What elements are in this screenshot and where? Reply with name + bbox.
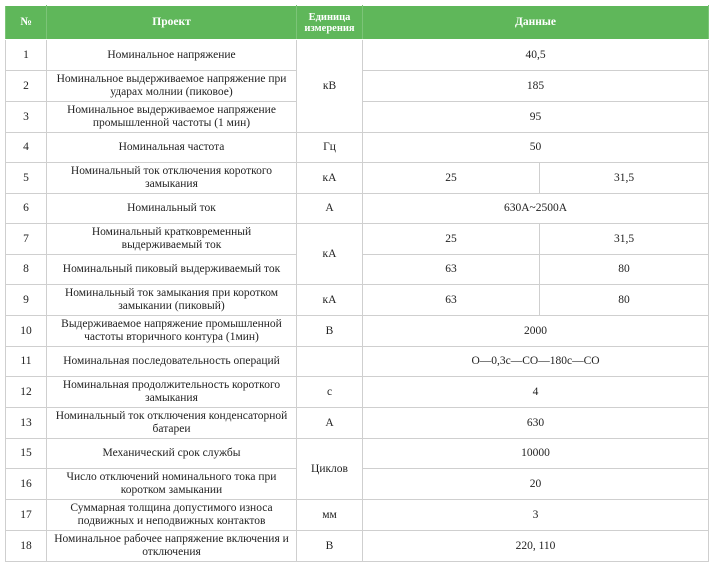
row-name: Номинальное выдерживаемое напряжение промышленной частоты (1 мин): [47, 102, 297, 133]
row-unit: [297, 347, 363, 377]
row-value: 40,5: [363, 40, 709, 71]
row-number: 4: [6, 133, 47, 163]
row-value: 95: [363, 102, 709, 133]
row-name: Номинальное напряжение: [47, 40, 297, 71]
row-name: Выдерживаемое напряжение промышленной частоты вторичного контура (1мин): [47, 316, 297, 347]
row-value: 2000: [363, 316, 709, 347]
row-value-b: 80: [540, 255, 709, 285]
row-number: 2: [6, 71, 47, 102]
row-value-b: 80: [540, 285, 709, 316]
table-row: [6, 408, 709, 439]
row-name: Номинальная продолжительность короткого замыкания: [47, 377, 297, 408]
table-row: [6, 500, 709, 531]
row-value: 630А~2500А: [363, 194, 709, 224]
row-unit: с: [297, 377, 363, 408]
row-name: Номинальное рабочее напряжение включения и отключения: [47, 531, 297, 562]
table-row: [6, 439, 709, 469]
row-number: 8: [6, 255, 47, 285]
row-number: 12: [6, 377, 47, 408]
row-unit: кВ: [297, 40, 363, 133]
row-name: Номинальное выдерживаемое напряжение при ударах молнии (пиковое): [47, 71, 297, 102]
row-unit: А: [297, 408, 363, 439]
row-value: 10000: [363, 439, 709, 469]
row-number: 3: [6, 102, 47, 133]
row-unit: мм: [297, 500, 363, 531]
row-number: 13: [6, 408, 47, 439]
table-row: [6, 40, 709, 71]
row-number: 16: [6, 469, 47, 500]
row-value-a: 63: [363, 255, 540, 285]
row-name: Число отключений номинального тока при коротком замыкании: [47, 469, 297, 500]
row-value-b: 31,5: [540, 163, 709, 194]
row-unit: кА: [297, 163, 363, 194]
row-value: 630: [363, 408, 709, 439]
row-value: O—0,3с—CO—180с—CO: [363, 347, 709, 377]
specifications-table: [5, 5, 709, 562]
row-name: Номинальный ток отключения короткого замыкания: [47, 163, 297, 194]
row-unit: А: [297, 194, 363, 224]
row-number: 6: [6, 194, 47, 224]
table-row: [6, 316, 709, 347]
row-value: 220, 110: [363, 531, 709, 562]
row-value: 50: [363, 133, 709, 163]
table-row: [6, 531, 709, 562]
table-row: [6, 347, 709, 377]
row-name: Номинальный ток отключения конденсаторной батареи: [47, 408, 297, 439]
row-unit: Гц: [297, 133, 363, 163]
header-project: Проект: [47, 6, 297, 40]
row-value-a: 63: [363, 285, 540, 316]
row-value-a: 25: [363, 163, 540, 194]
row-name: Номинальный ток: [47, 194, 297, 224]
row-number: 10: [6, 316, 47, 347]
row-number: 15: [6, 439, 47, 469]
row-number: 17: [6, 500, 47, 531]
row-unit: Циклов: [297, 439, 363, 500]
row-number: 18: [6, 531, 47, 562]
row-name: Номинальный кратковременный выдерживаемый ток: [47, 224, 297, 255]
table-row: [6, 377, 709, 408]
row-unit: В: [297, 531, 363, 562]
row-value: 185: [363, 71, 709, 102]
header-number: №: [6, 6, 47, 40]
table-row: [6, 133, 709, 163]
row-name: Номинальный ток замыкания при коротком замыкании (пиковый): [47, 285, 297, 316]
row-unit: В: [297, 316, 363, 347]
row-number: 7: [6, 224, 47, 255]
row-value: 3: [363, 500, 709, 531]
row-number: 9: [6, 285, 47, 316]
row-unit: кА: [297, 224, 363, 285]
table-row: [6, 224, 709, 255]
row-value: 4: [363, 377, 709, 408]
row-unit: кА: [297, 285, 363, 316]
header-unit: Единица измерения: [297, 6, 363, 40]
row-number: 5: [6, 163, 47, 194]
row-name: Номинальная последовательность операций: [47, 347, 297, 377]
row-value-b: 31,5: [540, 224, 709, 255]
table-row: [6, 194, 709, 224]
row-name: Номинальный пиковый выдерживаемый ток: [47, 255, 297, 285]
header-data: Данные: [363, 6, 709, 40]
row-name: Номинальная частота: [47, 133, 297, 163]
table-row: [6, 285, 709, 316]
row-number: 11: [6, 347, 47, 377]
row-name: Суммарная толщина допустимого износа подвижных и неподвижных контактов: [47, 500, 297, 531]
table-row: [6, 163, 709, 194]
row-number: 1: [6, 40, 47, 71]
row-value: 20: [363, 469, 709, 500]
table-header-row: [6, 6, 709, 40]
row-value-a: 25: [363, 224, 540, 255]
row-name: Механический срок службы: [47, 439, 297, 469]
